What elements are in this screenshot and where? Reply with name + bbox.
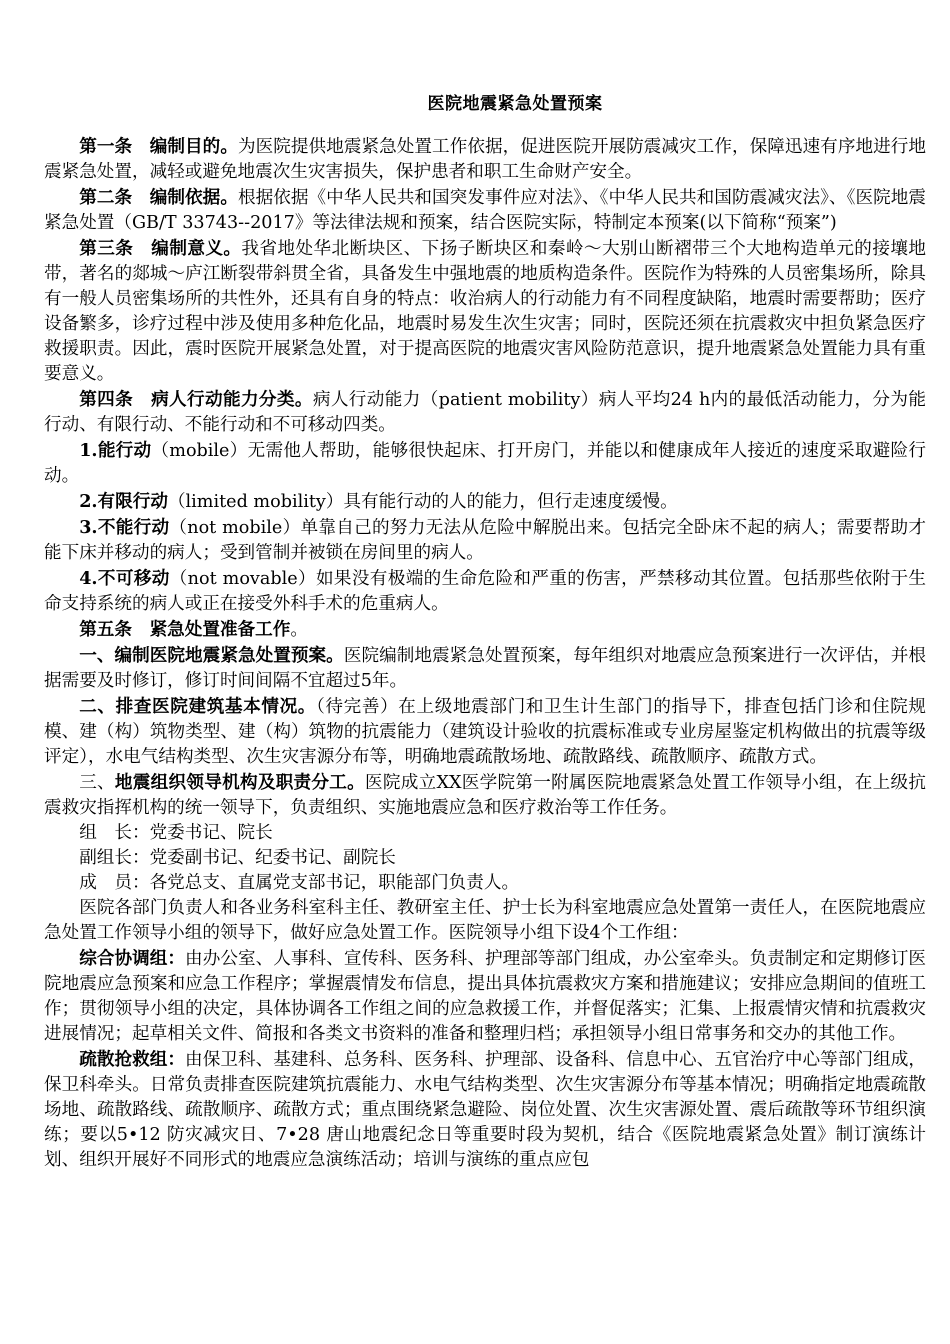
- section-3-number: 三、: [79, 773, 115, 793]
- evacuation-rescue-group-text: 由保卫科、基建科、总务科、医务科、护理部、设备科、信息中心、五官治疗中心等部门组成，保卫科牵头。日常负责排查医院建筑抗震能力、水电气结构类型、次生灾害源分布等基本情况；明确指定地震疏散场地、疏散路线、疏散顺序、疏散方式；重点围绕紧急避险、岗位处置、次生灾害源处置、震后疏散等环节组织演练；要以5•12 防灾减灾日、7•28 唐山地震纪念日等重要时段为契机，结合《医院地震紧急处置》制订演练计划、组织开展好不同形式的地震应急演练活动；培训与演练的重点应包: [44, 1050, 926, 1170]
- deputy-leader-line: 副组长：党委副书记、纪委书记、副院长: [79, 848, 396, 868]
- section-2-text: （待完善）在上级地震部门和卫生计生部门的指导下，排查包括门诊和住院规模、建（构）筑物类型、建（构）筑物的抗震能力（建筑设计验收的抗震标准或专业房屋鉴定机构做出的抗震等级评定），水电气结构类型、次生灾害源分布等，明确地震疏散场地、疏散路线、疏散顺序、疏散方式。: [44, 697, 926, 767]
- mobility-item-4: [44, 566, 926, 617]
- mobility-item-3-text: （not mobile）单靠自己的努力无法从危险中解脱出来。包括完全卧床不起的病人；需要帮助才能下床并移动的病人；受到管制并被锁在房间里的病人。: [44, 518, 927, 563]
- mobility-item-2: [44, 489, 926, 515]
- article-5: [44, 617, 926, 643]
- section-1-heading: 一、编制医院地震紧急处置预案。: [79, 645, 344, 666]
- mobility-item-1: [44, 438, 926, 489]
- section-2: [44, 694, 926, 770]
- mobility-item-3-heading: 3.不能行动: [79, 517, 170, 538]
- section-3-text: 医院成立XX医学院第一附属医院地震紧急处置工作领导小组，在上级抗震救灾指挥机构的统一领导下，负责组织、实施地震应急和医疗救治等工作任务。: [44, 773, 926, 818]
- article-5-text: 。: [290, 620, 308, 640]
- document-page: [44, 92, 926, 1173]
- article-2-text: 根据依据《中华人民共和国突发事件应对法》、《中华人民共和国防震减灾法》、《医院地震紧急处置（GB/T 33743--2017》等法律法规和预案，结合医院实际，特制定本预案(以下简称“预案”): [44, 188, 926, 233]
- section-1: [44, 643, 926, 694]
- coordination-group-text: 由办公室、人事科、宣传科、医务科、护理部等部门组成，办公室牵头。负责制定和定期修订医院地震应急预案和应急工作程序；掌握震情发布信息，提出具体抗震救灾方案和措施建议；安排应急期间的值班工作；贯彻领导小组的决定，具体协调各工作组之间的应急救援工作，并督促落实；汇集、上报震情灾情和抗震救灾进展情况；起草相关文件、简报和各类文书资料的准备和整理归档；承担领导小组日常事务和交办的其他工作。: [44, 949, 926, 1044]
- article-3-text: 我省地处华北断块区、下扬子断块区和秦岭～大别山断褶带三个大地构造单元的接壤地带，著名的郯城～庐江断裂带斜贯全省，具备发生中强地震的地质构造条件。医院作为特殊的人员密集场所，除具有一般人员密集场所的共性外，还具有自身的特点：收治病人的行动能力有不同程度缺陷，地震时需要帮助；医疗设备繁多，诊疗过程中涉及使用多种危化品，地震时易发生次生灾害；同时，医院还须在抗震救灾中担负紧急医疗救援职责。因此，震时医院开展紧急处置，对于提高医院的地震灾害风险防范意识，提升地震紧急处置能力具有重要意义。: [44, 239, 926, 384]
- group-leader-line: 组 长：党委书记、院长: [79, 823, 273, 843]
- article-2-heading: 第二条 编制依据。: [79, 187, 238, 208]
- section-3-heading: 地震组织领导机构及职责分工。: [114, 772, 366, 793]
- article-3-heading: 第三条 编制意义。: [79, 238, 242, 259]
- article-2: [44, 185, 926, 236]
- article-1-heading: 第一条 编制目的。: [79, 136, 238, 157]
- coordination-group-heading: 综合协调组：: [79, 948, 186, 969]
- section-3: [44, 770, 926, 821]
- mobility-item-2-text: （limited mobility）具有能行动的人的能力，但行走速度缓慢。: [167, 492, 678, 512]
- article-4: [44, 387, 926, 438]
- evacuation-rescue-group-heading: 疏散抢救组：: [79, 1049, 186, 1070]
- article-1-text: 为医院提供地震紧急处置工作依据，促进医院开展防震减灾工作，保障迅速有序地进行地震紧急处置，减轻或避免地震次生灾害损失，保护患者和职工生命财产安全。: [44, 137, 926, 182]
- members-line: 成 员：各党总支、直属党支部书记，职能部门负责人。: [79, 873, 520, 893]
- article-4-heading: 第四条 病人行动能力分类。: [79, 389, 313, 410]
- mobility-item-4-text: （not movable）如果没有极端的生命危险和严重的伤害，严禁移动其位置。包括那些依附于生命支持系统的病人或正在接受外科手术的危重病人。: [44, 569, 926, 614]
- mobility-item-1-text: （mobile）无需他人帮助，能够很快起床、打开房门，并能以和健康成年人接近的速度采取避险行动。: [44, 441, 926, 486]
- coordination-group: [44, 946, 926, 1047]
- mobility-item-1-heading: 1.能行动: [79, 440, 152, 461]
- mobility-item-4-heading: 4.不可移动: [79, 568, 170, 589]
- article-5-heading: 第五条 紧急处置准备工作: [79, 619, 291, 640]
- article-3: [44, 236, 926, 387]
- mobility-item-3: [44, 515, 926, 566]
- responsibility-paragraph: 医院各部门负责人和各业务科室科主任、教研室主任、护士长为科室地震应急处置第一责任人，在医院地震应急处置工作领导小组的领导下，做好应急处置工作。医院领导小组下设4个工作组：: [44, 898, 926, 943]
- article-1: [44, 134, 926, 185]
- mobility-item-2-heading: 2.有限行动: [79, 491, 168, 512]
- section-1-text: 医院编制地震紧急处置预案，每年组织对地震应急预案进行一次评估，并根据需要及时修订，修订时间间隔不宜超过5年。: [44, 646, 926, 691]
- evacuation-rescue-group: [44, 1047, 926, 1173]
- document-title: 医院地震紧急处置预案: [427, 94, 603, 114]
- section-2-heading: 二、排查医院建筑基本情况。: [79, 696, 317, 717]
- article-4-text: 病人行动能力（patient mobility）病人平均24 h内的最低活动能力，分为能行动、有限行动、不能行动和不可移动四类。: [44, 390, 926, 435]
